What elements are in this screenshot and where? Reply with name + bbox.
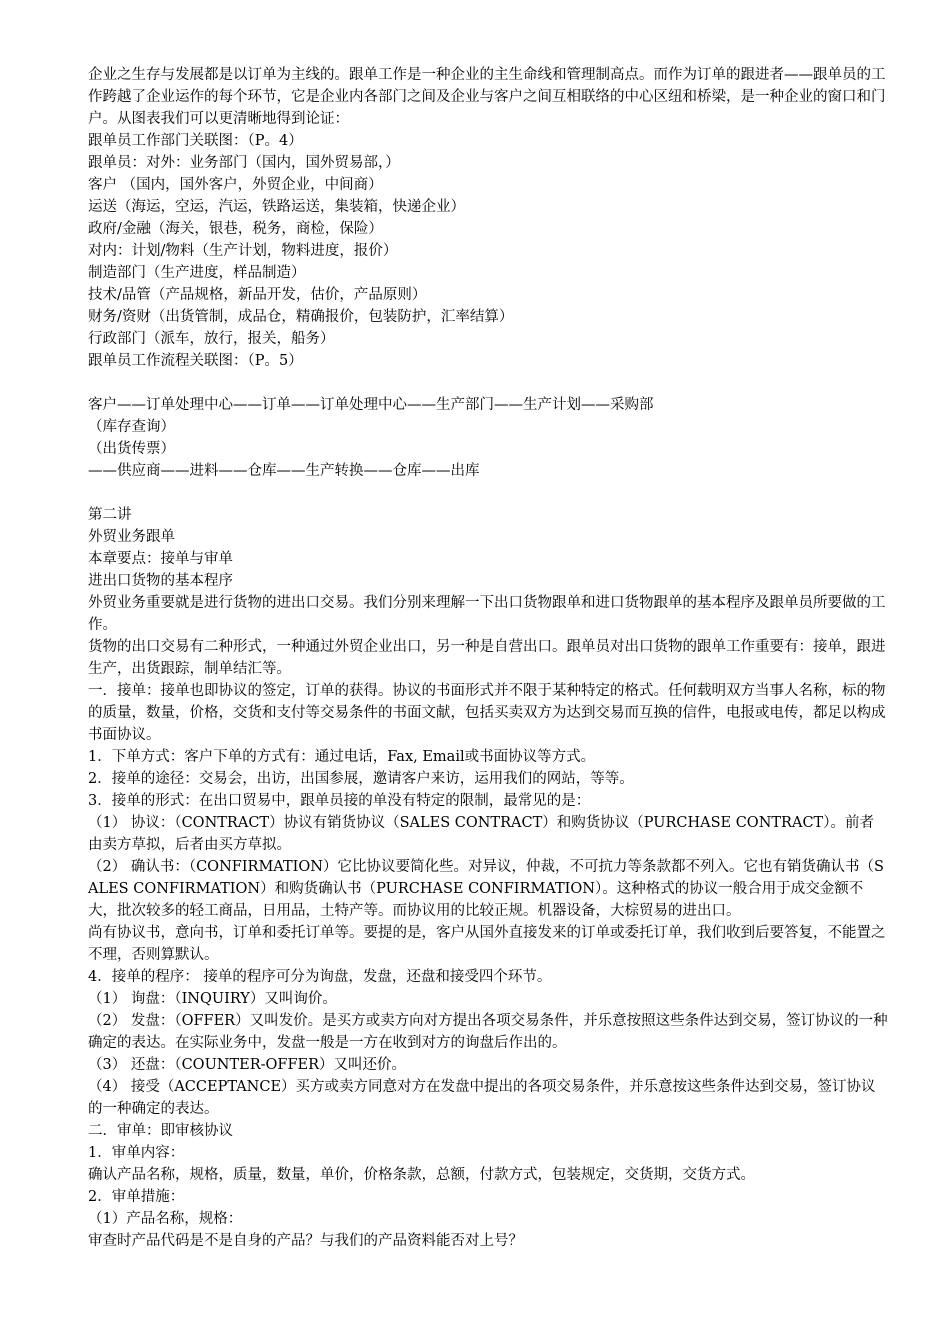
dept-line: 对内：计划/物料（生产计划，物料进度，报价） [88,243,398,259]
body-paragraph: 2．接单的途径：交易会，出访，出国参展，邀请客户来访，运用我们的网站，等等。 [88,771,634,787]
body-paragraph: （1）产品名称，规格： [88,1211,243,1227]
spacer [88,482,888,504]
body-paragraph: 确认产品名称，规格，质量，数量，单价，价格条款，总额，付款方式，包装规定，交货期，交货方式。 [88,1167,755,1183]
section-title: 外贸业务跟单 [88,529,175,545]
dept-line: 客户 （国内，国外客户，外贸企业，中间商） [88,177,383,193]
dept-line: 技术/品管（产品规格，新品开发，估价，产品原则） [88,287,427,303]
body-paragraph: 4．接单的程序： 接单的程序可分为询盘，发盘，还盘和接受四个环节。 [88,969,552,985]
body-paragraph: 1．下单方式：客户下单的方式有：通过电话，Fax, Email或书面协议等方式。 [88,749,596,765]
body-paragraph: 尚有协议书，意向书，订单和委托订单等。要提的是，客户从国外直接发来的订单或委托订单，我们收到后要答复，不能置之不理，否则算默认。 [88,925,886,963]
body-paragraph: （4） 接受（ACCEPTANCE）买方或卖方同意对方在发盘中提出的各项交易条件，并乐意按这些条件达到交易，签订协议的一种确定的表达。 [88,1079,876,1117]
dept-line: 政府/金融（海关，银巷，税务，商检，保险） [88,221,383,237]
document-page [88,64,888,1252]
body-paragraph: （1） 协议：（CONTRACT）协议有销货协议（SALES CONTRACT）和购货协议（PURCHASE CONTRACT）。前者由卖方草拟，后者由买方草拟。 [88,815,874,853]
body-paragraph: 外贸业务重要就是进行货物的进出口交易。我们分别来理解一下出口货物跟单和进口货物跟单的基本程序及跟单员所要做的工作。 [88,595,886,633]
body-paragraph: 审查时产品代码是不是自身的产品？与我们的产品资料能否对上号？ [88,1233,523,1249]
intro-paragraph: 企业之生存与发展都是以订单为主线的。跟单工作是一种企业的主生命线和管理制高点。而作为订单的跟进者——跟单员的工作跨越了企业运作的每个环节，它是企业内各部门之间及企业与客户之间互相联络的中心区纽和桥梁，是一种企业的窗口和门户。从图表我们可以更清晰地得到论证： [88,67,886,127]
body-paragraph: 货物的出口交易有二种形式，一种通过外贸企业出口，另一种是自营出口。跟单员对出口货物的跟单工作重要有：接单，跟进生产，出货跟踪，制单结汇等。 [88,639,886,677]
body-paragraph: 二．审单：即审核协议 [88,1123,233,1139]
flow-line: （出货传票） [88,441,175,457]
dept-line: 运送（海运，空运，汽运，铁路运送，集装箱，快递企业） [88,199,465,215]
body-paragraph: （1） 询盘：（INQUIRY）又叫询价。 [88,991,337,1007]
body-paragraph: （2） 确认书：（CONFIRMATION）它比协议要简化些。对异议，仲裁，不可抗力等条款都不列入。它也有销货确认书（SALES CONFIRMATION）和购货确认书（PURCHASE CONFIRMATION）。这种格式的协议一般合用于成交金额不大，批次较多的轻工商品，日用品，土特产等。而协议用的比较正规。机器设备，大棕贸易的进出口。 [88,859,884,919]
body-paragraph: 3．接单的形式：在出口贸易中，跟单员接的单没有特定的限制，最常见的是： [88,793,591,809]
flow-line: ——供应商——进料——仓库——生产转换——仓库——出库 [88,463,480,479]
body-paragraph: 一．接单：接单也即协议的签定，订单的获得。协议的书面形式并不限于某种特定的格式。任何载明双方当事人名称，标的物的质量，数量，价格，交货和支付等交易条件的书面文献，包括买卖双方为达到交易而互换的信件，电报或电传，都足以构成书面协议。 [88,683,886,743]
dept-line: 行政部门（派车，放行，报关，船务） [88,331,335,347]
body-paragraph: 1．审单内容： [88,1145,185,1161]
key-points: 本章要点：接单与审单 [88,551,233,567]
dept-line: 跟单员：对外：业务部门（国内，国外贸易部，） [88,155,400,171]
dept-line: 制造部门（生产进度，样品制造） [88,265,306,281]
spacer [88,372,888,394]
flow-diagram-title: 跟单员工作流程关联图：（P。5） [88,353,303,369]
flow-line: 客户——订单处理中心——订单——订单处理中心——生产部门——生产计划——采购部 [88,397,654,413]
body-paragraph: （3） 还盘：（COUNTER-OFFER）又叫还价。 [88,1057,407,1073]
body-paragraph: （2） 发盘：（OFFER）又叫发价。是买方或卖方向对方提出各项交易条件，并乐意按照这些条件达到交易，签订协议的一种确定的表达。在实际业务中，发盘一般是一方在收到对方的询盘后作出的。 [88,1013,888,1051]
lecture-title: 第二讲 [88,507,132,523]
dept-line: 财务/资财（出货管制，成品仓，精确报价，包装防护，汇率结算） [88,309,514,325]
flow-line: （库存查询） [88,419,175,435]
body-paragraph: 2．审单措施： [88,1189,185,1205]
basic-procedure-heading: 进出口货物的基本程序 [88,573,233,589]
dept-diagram-title: 跟单员工作部门关联图：（P。4） [88,133,303,149]
